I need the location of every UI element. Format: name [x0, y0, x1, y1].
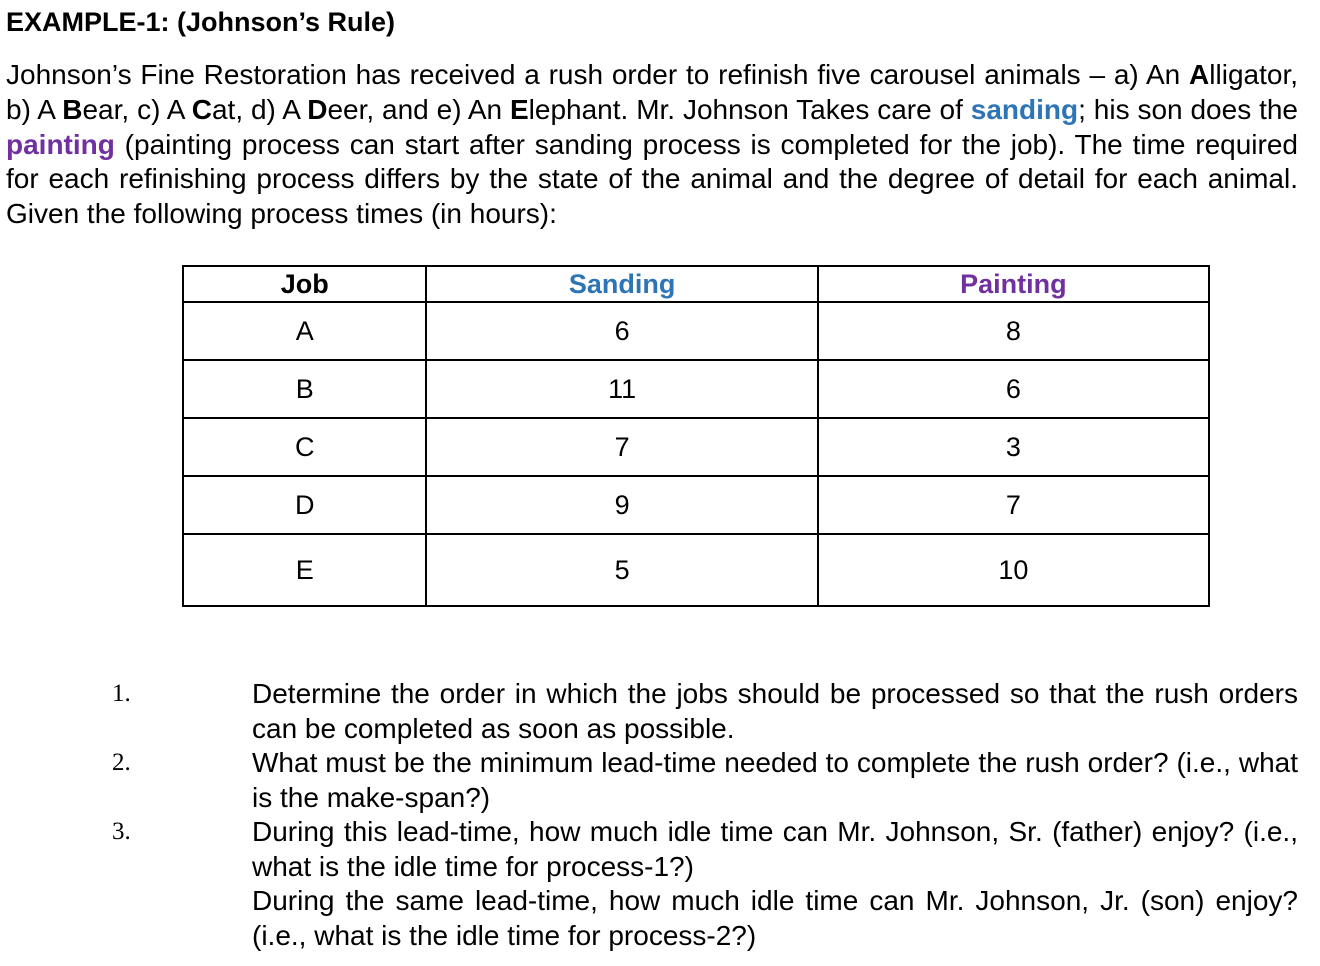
- process-times-table: [182, 265, 1210, 607]
- statement-text: (painting process can start after sanding process is completed for the job). The time required for each refinishing process differs by the state of the animal and the degree of detail for each animal. Given the following process times (in hours):: [6, 128, 1298, 230]
- question-number: 3.: [112, 818, 131, 845]
- header-sanding: Sanding: [426, 266, 817, 302]
- statement-text: lligator, b) A: [6, 59, 1298, 125]
- cell-job: D: [183, 476, 426, 534]
- page-title: EXAMPLE-1: (Johnson’s Rule): [6, 7, 396, 37]
- table-row: [183, 360, 1209, 418]
- painting-term: painting: [6, 128, 115, 160]
- cell-sanding: 11: [426, 360, 817, 418]
- cell-painting: 10: [818, 534, 1209, 606]
- question-number: 2.: [112, 749, 131, 776]
- cell-painting: 3: [818, 418, 1209, 476]
- question-text: What must be the minimum lead-time needed to complete the rush order? (i.e., what is the make-span?): [252, 747, 1298, 813]
- table-row: [183, 418, 1209, 476]
- cell-job: B: [183, 360, 426, 418]
- cell-job: C: [183, 418, 426, 476]
- question-number: 1.: [112, 680, 131, 707]
- question-text: Determine the order in which the jobs should be processed so that the rush orders can be completed as soon as possible.: [252, 678, 1298, 744]
- letter-b: B: [62, 93, 83, 125]
- cell-painting: 6: [818, 360, 1209, 418]
- statement-text: Johnson’s Fine Restoration has received a rush order to refinish five carousel animals – a) An: [6, 59, 1190, 90]
- header-job: Job: [183, 266, 426, 302]
- sanding-term: sanding: [970, 93, 1079, 125]
- cell-sanding: 9: [426, 476, 817, 534]
- statement-text: at, d) A: [211, 93, 308, 125]
- cell-job: A: [183, 302, 426, 360]
- letter-d: D: [307, 93, 328, 125]
- letter-e: E: [509, 93, 529, 125]
- table-row: [183, 476, 1209, 534]
- question-text: During this lead-time, how much idle time can Mr. Johnson, Sr. (father) enjoy? (i.e., what is the idle time for process-1?): [252, 816, 1298, 882]
- problem-statement: [6, 58, 1298, 232]
- statement-text: ear, c) A: [82, 93, 192, 125]
- cell-painting: 7: [818, 476, 1209, 534]
- header-painting: Painting: [818, 266, 1209, 302]
- letter-a: A: [1189, 59, 1210, 90]
- cell-painting: 8: [818, 302, 1209, 360]
- cell-sanding: 6: [426, 302, 817, 360]
- question-text: During the same lead-time, how much idle time can Mr. Johnson, Jr. (son) enjoy? (i.e., what is the idle time for process-2?): [252, 885, 1298, 951]
- statement-text: ; his son does the: [1078, 93, 1298, 125]
- cell-sanding: 5: [426, 534, 817, 606]
- statement-text: lephant. Mr. Johnson Takes care of: [528, 93, 971, 125]
- cell-sanding: 7: [426, 418, 817, 476]
- cell-job: E: [183, 534, 426, 606]
- letter-c: C: [191, 93, 212, 125]
- statement-text: eer, and e) An: [327, 93, 510, 125]
- table-row: [183, 302, 1209, 360]
- table-row: [183, 534, 1209, 606]
- table-header-row: [183, 266, 1209, 302]
